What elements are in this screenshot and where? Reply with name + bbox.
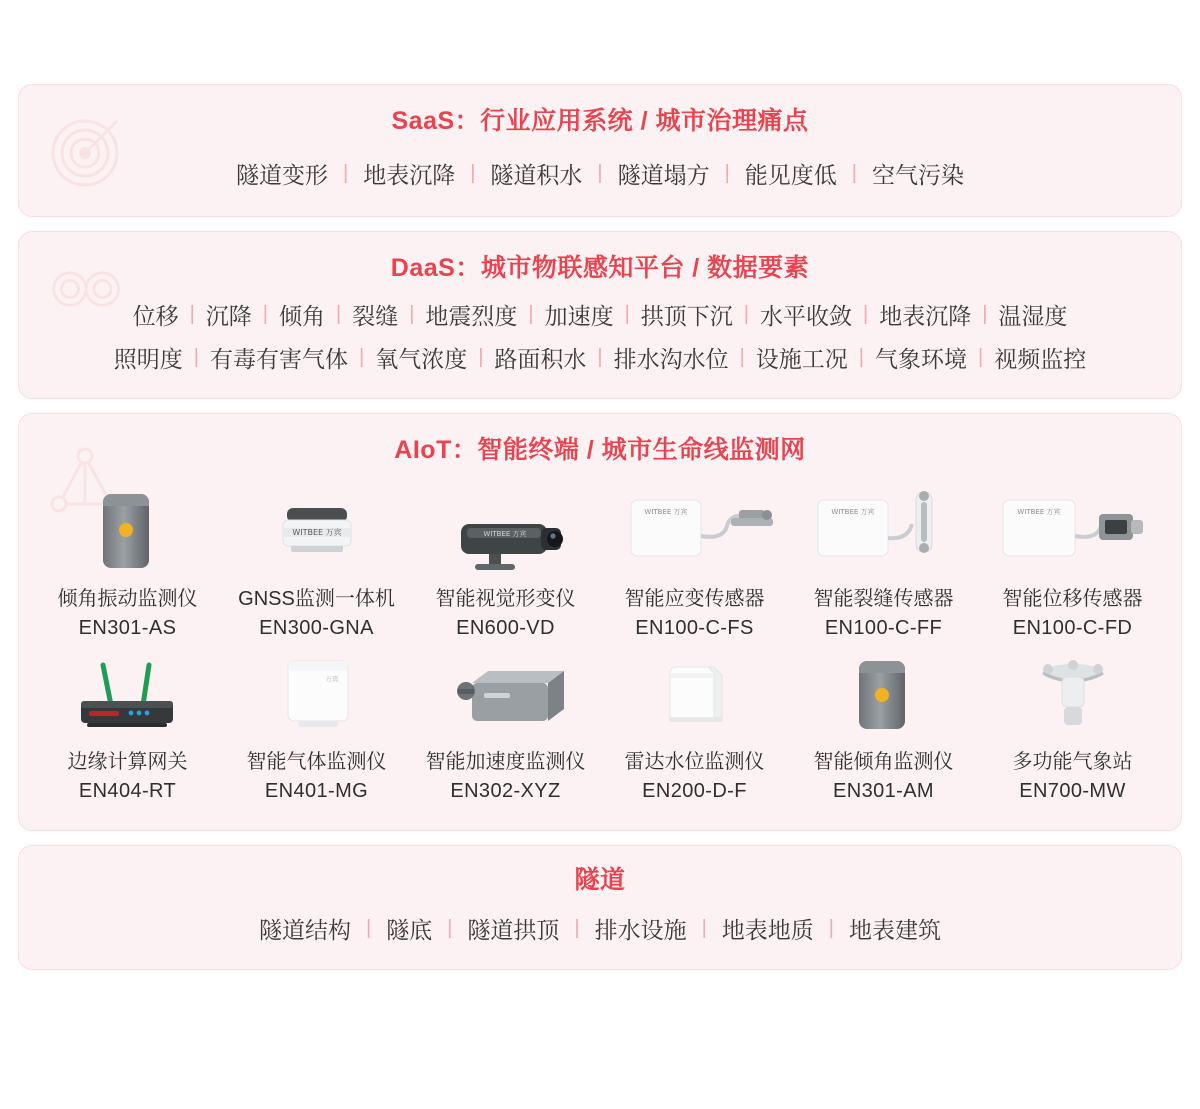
device-name: 智能倾角监测仪: [813, 751, 954, 773]
saas-card-title: [19, 85, 1181, 147]
daas-item: 排水沟水位: [613, 346, 729, 372]
aiot-card-title: [19, 414, 1181, 476]
daas-item: 有毒有害气体: [209, 346, 348, 372]
device-name: 智能应变传感器: [624, 588, 765, 610]
device-model: EN301-AS: [78, 617, 177, 639]
separator-icon: |: [335, 303, 342, 325]
separator-icon: |: [982, 303, 988, 325]
device-card[interactable]: [978, 484, 1167, 643]
device-model: EN700-MW: [1019, 780, 1126, 802]
daas-item: 水平收敛: [760, 303, 852, 329]
daas-item: 位移: [132, 303, 179, 329]
tunnel-item: 地表地质: [721, 917, 814, 943]
device-name: 边缘计算网关: [67, 751, 188, 773]
separator-icon: |: [470, 162, 476, 184]
svg-text:WITBEE 万宾: WITBEE 万宾: [643, 508, 688, 516]
device-card[interactable]: [411, 647, 600, 806]
svg-text:WITBEE 万宾: WITBEE 万宾: [830, 508, 875, 516]
svg-text:万宾: 万宾: [325, 675, 338, 683]
separator-icon: |: [358, 346, 365, 368]
device-card[interactable]: [600, 484, 789, 643]
tunnel-card-title: [19, 846, 1181, 904]
device-model: EN401-MG: [264, 780, 369, 802]
daas-title-main: 城市物联感知平台 / 数据要素: [480, 254, 810, 282]
saas-item: 隧道变形: [235, 162, 328, 188]
device-card[interactable]: [978, 647, 1167, 806]
tunnel-item: 隧底: [386, 917, 433, 943]
daas-item-row-2: [19, 337, 1181, 398]
daas-item: 照明度: [113, 346, 183, 372]
saas-item: 能见度低: [744, 162, 837, 188]
tilt-monitor-icon: [804, 647, 964, 739]
separator-icon: |: [189, 303, 195, 325]
device-card[interactable]: [33, 484, 222, 643]
device-card[interactable]: [33, 647, 222, 806]
tunnel-scene-card: [18, 845, 1182, 970]
tilt-vibration-sensor-icon: [48, 484, 208, 576]
daas-item: 视频监控: [994, 346, 1087, 372]
saas-item: 隧道塌方: [617, 162, 710, 188]
separator-icon: |: [342, 162, 349, 184]
tunnel-item: 排水设施: [594, 917, 687, 943]
device-model: EN300-GNA: [259, 617, 374, 639]
device-card[interactable]: [411, 484, 600, 643]
separator-icon: |: [574, 917, 580, 939]
daas-item: 裂缝: [352, 303, 399, 329]
aiot-title-prefix: AIoT：: [394, 436, 478, 464]
separator-icon: |: [863, 303, 869, 325]
daas-item: 地震烈度: [425, 303, 518, 329]
device-name: 雷达水位监测仪: [624, 751, 765, 773]
device-model: EN302-XYZ: [450, 780, 561, 802]
saas-item-row: [19, 147, 1181, 216]
svg-text:WITBEE 万宾: WITBEE 万宾: [291, 528, 342, 537]
device-name: GNSS监测一体机: [238, 588, 395, 610]
aiot-title-main: 智能终端 / 城市生命线监测网: [477, 436, 806, 464]
saas-item: 隧道积水: [490, 162, 583, 188]
device-card[interactable]: [222, 484, 411, 643]
device-model: EN301-AM: [832, 780, 934, 802]
device-card[interactable]: [789, 484, 978, 643]
device-name: 智能视觉形变仪: [435, 588, 576, 610]
separator-icon: |: [193, 346, 199, 368]
tunnel-title-text: 隧道: [574, 866, 626, 894]
saas-item: 空气污染: [872, 162, 964, 188]
device-model: EN100-C-FS: [635, 617, 754, 639]
separator-icon: |: [262, 303, 268, 325]
vision-deformation-camera-icon: [426, 484, 586, 576]
daas-item: 气象环境: [875, 346, 967, 372]
aiot-layer-card: [18, 413, 1182, 831]
daas-item: 氧气浓度: [375, 346, 468, 372]
separator-icon: |: [528, 303, 534, 325]
tunnel-item-row: [19, 904, 1181, 969]
device-card[interactable]: [600, 647, 789, 806]
separator-icon: |: [978, 346, 984, 368]
device-name: 智能加速度监测仪: [425, 751, 586, 773]
saas-layer-card: [18, 84, 1182, 217]
edge-gateway-router-icon: [48, 647, 208, 739]
crack-sensor-icon: [804, 484, 964, 576]
weather-station-icon: [993, 647, 1153, 739]
daas-item: 设施工况: [755, 346, 848, 372]
tunnel-item: 隧道结构: [258, 917, 351, 943]
aiot-device-grid: [19, 476, 1181, 830]
svg-text:WITBEE 万宾: WITBEE 万宾: [482, 530, 527, 538]
separator-icon: |: [597, 162, 603, 184]
separator-icon: |: [478, 346, 484, 368]
daas-title-prefix: DaaS：: [390, 254, 481, 282]
device-card[interactable]: [789, 647, 978, 806]
separator-icon: |: [743, 303, 749, 325]
daas-item: 地表沉降: [879, 303, 972, 329]
device-name: 智能气体监测仪: [246, 751, 387, 773]
device-card[interactable]: [222, 647, 411, 806]
gnss-receiver-icon: [237, 484, 397, 576]
gas-monitor-icon: [237, 647, 397, 739]
device-name: 倾角振动监测仪: [57, 588, 198, 610]
daas-item: 倾角: [278, 303, 325, 329]
separator-icon: |: [409, 303, 415, 325]
separator-icon: |: [597, 346, 603, 368]
saas-title-main: 行业应用系统 / 城市治理痛点: [480, 107, 809, 135]
daas-item: 温湿度: [998, 303, 1068, 329]
separator-icon: |: [851, 162, 857, 184]
saas-item: 地表沉降: [363, 162, 456, 188]
accelerometer-icon: [426, 647, 586, 739]
separator-icon: |: [624, 303, 630, 325]
strain-sensor-icon: [615, 484, 775, 576]
device-model: EN600-VD: [456, 617, 555, 639]
device-model: EN100-C-FF: [824, 617, 943, 639]
daas-card-title: [19, 232, 1181, 294]
separator-icon: |: [828, 917, 834, 939]
device-name: 智能裂缝传感器: [813, 588, 954, 610]
separator-icon: |: [858, 346, 864, 368]
daas-item-row-1: [19, 294, 1181, 337]
device-model: EN100-C-FD: [1012, 617, 1133, 639]
saas-title-prefix: SaaS：: [391, 107, 481, 135]
separator-icon: |: [447, 917, 453, 939]
device-name: 多功能气象站: [1012, 751, 1133, 773]
device-name: 智能位移传感器: [1002, 588, 1143, 610]
separator-icon: |: [724, 162, 730, 184]
tunnel-item: 隧道拱顶: [467, 917, 560, 943]
daas-layer-card: [18, 231, 1182, 399]
displacement-sensor-icon: [993, 484, 1153, 576]
radar-water-level-icon: [615, 647, 775, 739]
daas-item: 路面积水: [494, 346, 587, 372]
device-model: EN200-D-F: [642, 780, 747, 802]
svg-text:WITBEE 万宾: WITBEE 万宾: [1016, 508, 1061, 516]
device-model: EN404-RT: [78, 780, 177, 802]
tunnel-item: 地表建筑: [849, 917, 941, 943]
separator-icon: |: [701, 917, 707, 939]
separator-icon: |: [365, 917, 372, 939]
daas-item: 拱顶下沉: [640, 303, 733, 329]
separator-icon: |: [739, 346, 745, 368]
daas-item: 沉降: [205, 303, 252, 329]
daas-item: 加速度: [544, 303, 614, 329]
